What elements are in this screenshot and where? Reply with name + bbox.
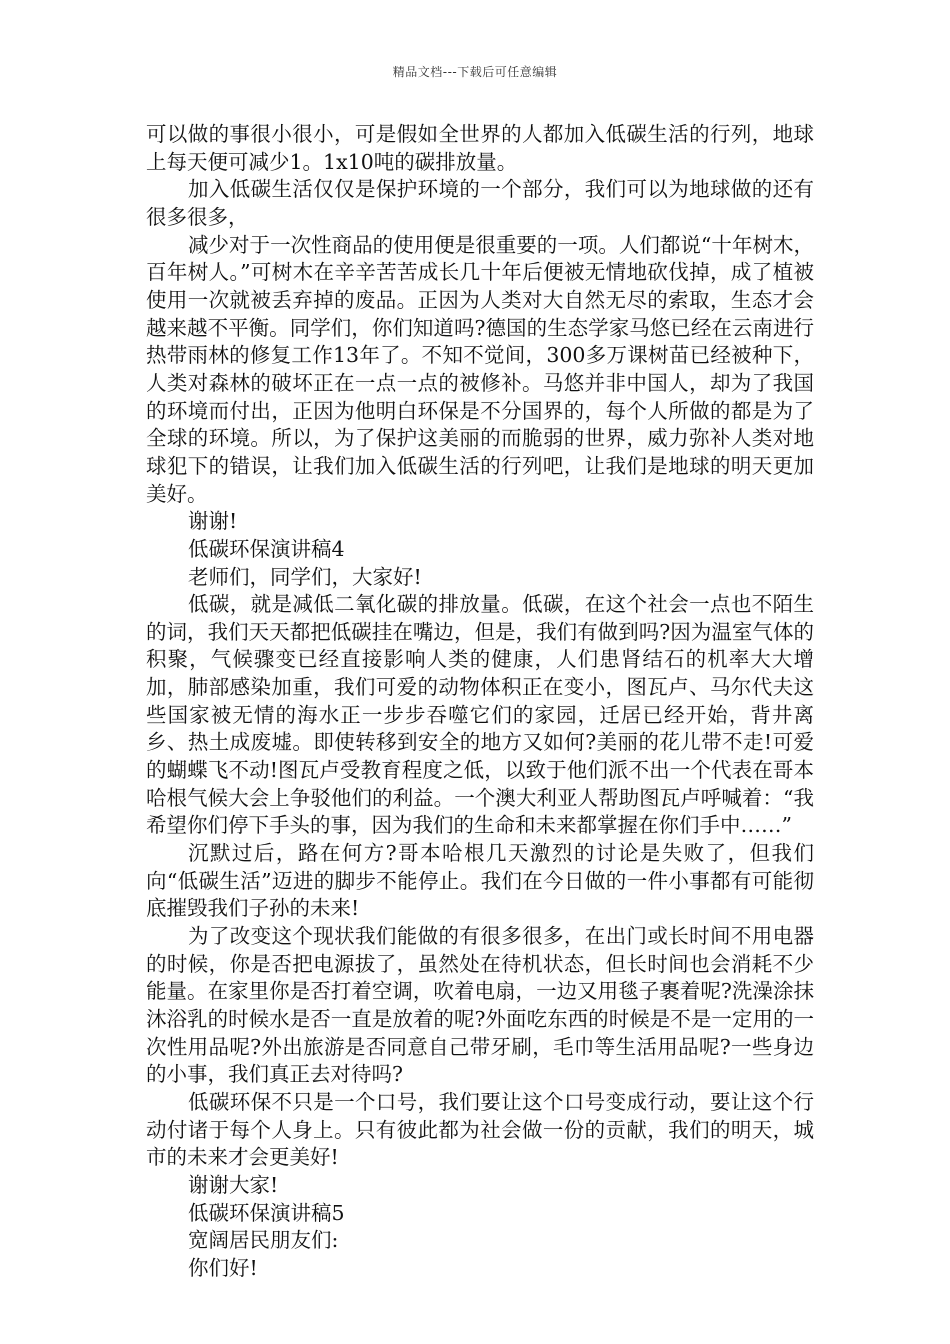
paragraph-thanks-all: 谢谢大家! [188, 1172, 279, 1197]
paragraph-4: 低碳，就是减低二氧化碳的排放量。低碳，在这个社会一点也不陌生的词，我们天天都把低碳挂在嘴边，但是，我们有做到吗?因为温室气体的积聚，气候骤变已经直接影响人类的健康，人们患肾结石的机率大大增加，肺部感染加重，我们可爱的动物体积正在变小，图瓦卢、马尔代夫这些国家被无情的海水正一步步吞噬它们的家园，迁居已经开始，背井离乡、热土成废墟。即使转移到安全的地方又如何?美丽的花儿带不走!可爱的蝴蝶飞不动!图瓦卢受教育程度之低，以致于他们派不出一个代表在哥本哈根气候大会上争驳他们的利益。一个澳大利亚人帮助图瓦卢呼喊着：“我希望你们停下手头的事，因为我们的生命和未来都掌握在你们手中……” [146, 592, 814, 838]
page-header: 精品文档---下载后可任意编辑 [392, 65, 558, 79]
paragraph-thanks: 谢谢! [188, 509, 238, 534]
paragraph-1: 可以做的事很小很小，可是假如全世界的人都加入低碳生活的行列，地球上每天便可减少1。1x10吨的碳排放量。 [146, 122, 814, 174]
salutation-5: 宽阔居民朋友们: [188, 1228, 339, 1253]
section-title-5: 低碳环保演讲稿5 [188, 1200, 345, 1225]
paragraph-3: 减少对于一次性商品的使用便是很重要的一项。人们都说“十年树木，百年树人。”可树木在辛辛苦苦成长几十年后便被无情地砍伐掉，成了植被使用一次就被丢弃掉的废品。正因为人类对大自然无尽的索取，生态才会越来越不平衡。同学们，你们知道吗?德国的生态学家马悠已经在云南进行热带雨林的修复工作13年了。不知不觉间，300多万课树苗已经被种下，人类对森林的破坏正在一点一点的被修补。马悠并非中国人，却为了我国的环境而付出，正因为他明白环保是不分国界的，每个人所做的都是为了全球的环境。所以，为了保护这美丽的而脆弱的世界，威力弥补人类对地球犯下的错误，让我们加入低碳生活的行列吧，让我们是地球的明天更加美好。 [146, 232, 814, 506]
paragraph-2: 加入低碳生活仅仅是保护环境的一个部分，我们可以为地球做的还有很多很多， [146, 177, 814, 229]
greeting-4: 老师们，同学们，大家好! [188, 564, 422, 589]
paragraph-5: 沉默过后，路在何方?哥本哈根几天激烈的讨论是失败了，但我们向“低碳生活”迈进的脚步不能停止。我们在今日做的一件小事都有可能彻底摧毁我们子孙的未来! [146, 841, 814, 921]
section-title-4: 低碳环保演讲稿4 [188, 536, 345, 561]
document-body [146, 121, 814, 1283]
paragraph-7: 低碳环保不只是一个口号，我们要让这个口号变成行动，要让这个行动付诸于每个人身上。只有彼此都为社会做一份的贡献，我们的明天，城市的未来才会更美好! [146, 1089, 814, 1170]
greeting-5: 你们好! [188, 1255, 258, 1280]
paragraph-6: 为了改变这个现状我们能做的有很多很多，在出门或长时间不用电器的时候，你是否把电源拔了，虽然处在待机状态，但长时间也会消耗不少能量。在家里你是否打着空调，吹着电扇，一边又用毯子裹着呢?洗澡涂抹沐浴乳的时候水是否一直是放着的呢?外面吃东西的时候是不是一定用的一次性用品呢?外出旅游是否同意自己带牙刷，毛巾等生活用品呢?一些身边的小事，我们真正去对待吗? [146, 924, 814, 1087]
